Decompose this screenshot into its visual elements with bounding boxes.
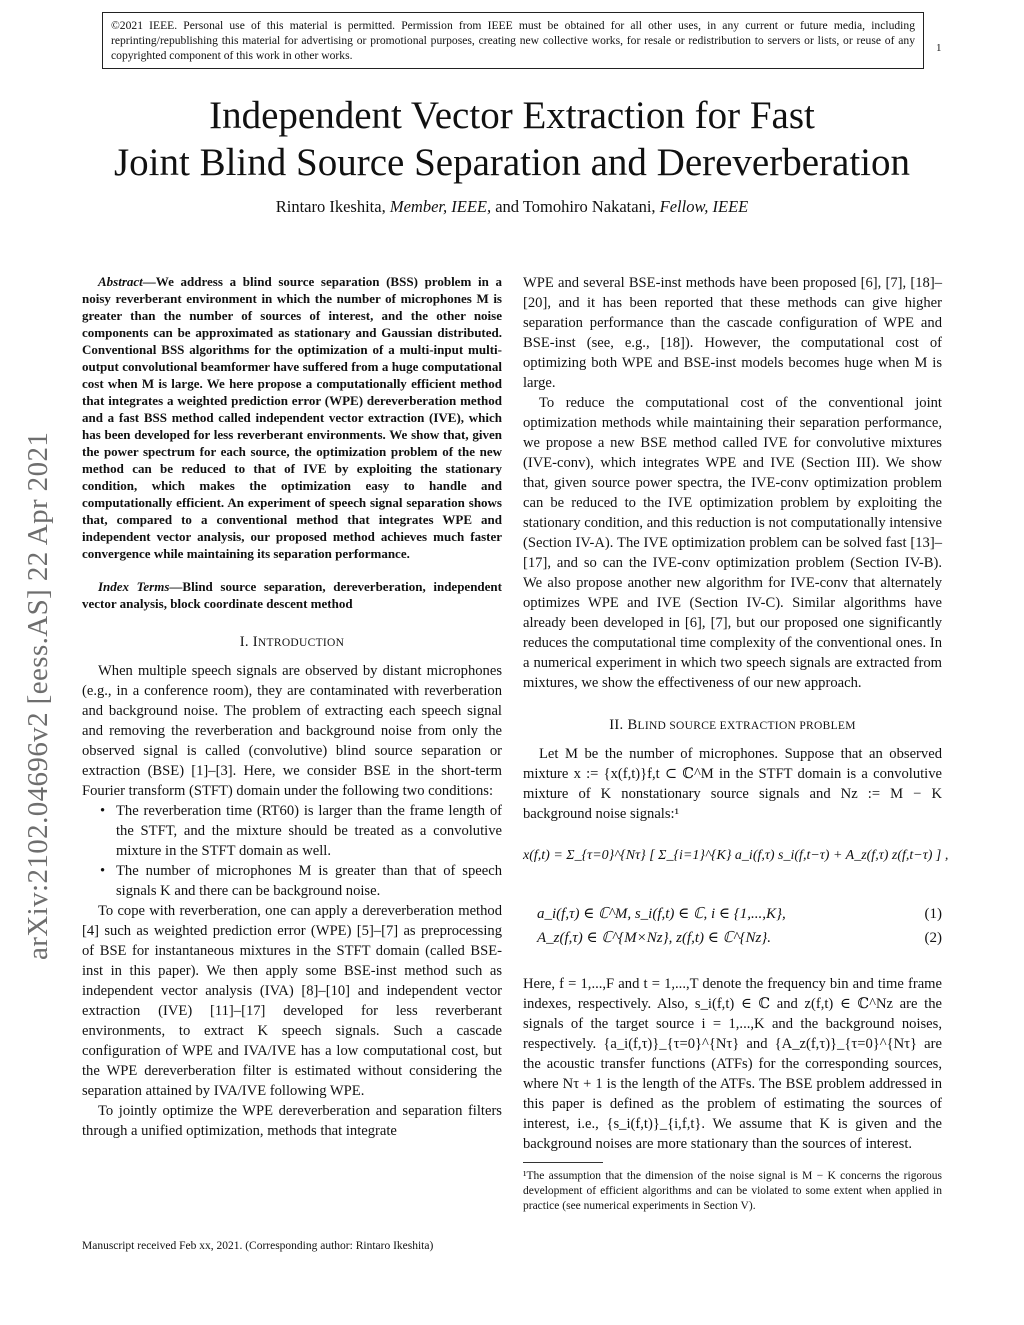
equation-2-number: (2) bbox=[924, 930, 942, 946]
copyright-notice: ©2021 IEEE. Personal use of this material is permitted. Permission from IEEE must be obtained for all other uses, in any current or future media, including reprinting/republishing this material for advertising or promotional purposes, creating new collective works, for resale or redistribution to servers or lists, or reuse of any copyrighted component of this work in other works. bbox=[102, 12, 924, 69]
index-terms-lead: Index Terms bbox=[98, 579, 170, 594]
footnote-rule bbox=[523, 1162, 603, 1163]
index-terms-text: —Blind source separation, dereverberation, independent vector analysis, block coordinate descent method bbox=[82, 579, 502, 611]
author-1-role: Member, IEEE, bbox=[389, 197, 492, 216]
section-1-heading: I. INTRODUCTION bbox=[239, 634, 345, 650]
abstract-lead: Abstract bbox=[98, 274, 143, 289]
footnote: ¹The assumption that the dimension of the noise signal is M − K concerns the rigorous development of efficient algorithms and can be violated to some extent when applied in practice (see numerical experiments in Section V). bbox=[523, 1170, 942, 1212]
equation-2: A_z(f,τ) ∈ ℂ^{M×Nz}, z(f,t) ∈ ℂ^{Nz}. bbox=[537, 930, 772, 946]
intro-paragraph-1: When multiple speech signals are observed by distant microphones (e.g., in a conference room), they are contaminated with reverberation and background noise. The problem of extracting each speech signal and removing the reverberation and background noise from only the observed signal is called (convolutive) blind source separation or extraction (BSE) [1]–[3]. Here, we consider BSE in the short-term Fourier transform (STFT) domain under the following two conditions: bbox=[82, 663, 502, 799]
manuscript-note: Manuscript received Feb xx, 2021. (Corresponding author: Rintaro Ikeshita) bbox=[82, 1240, 434, 1252]
paper-title-line2: Joint Blind Source Separation and Dereverberation bbox=[113, 141, 910, 184]
author-2-role: Fellow, IEEE bbox=[659, 197, 749, 216]
condition-bullet-1: • The reverberation time (RT60) is larger than the frame length of the STFT, and the mixture should be treated as a convolutive mixture in the STFT domain as well. bbox=[82, 801, 502, 861]
author-2: and Tomohiro Nakatani, bbox=[495, 197, 656, 216]
abstract-text: —We address a blind source separation (BSS) problem in a noisy reverberant environment in which the number of microphones M is greater than the number of sources of interest, and the other noise components can be approximated as stationary and Gaussian distributed. Conventional BSS algorithms for the optimization of a multi-input multi-output convolutional beamformer have suffered from a huge computational cost when M is large. We here propose a computationally efficient method that integrates a weighted prediction error (WPE) dereverberation method and a fast BSS method called independent vector extraction (IVE), which has been developed for less reverberant environments. We show that, given the power spectrum for each source, the optimization problem of the new method can be reduced to that of IVE by exploiting the stationary condition, which makes the optimization easy to handle and computationally efficient. An experiment of speech signal separation shows that, compared to a conventional method that integrates WPE and independent vector analysis, our proposed method achieves much faster convergence while maintaining its separation performance. bbox=[82, 274, 502, 561]
equation-block bbox=[523, 824, 949, 974]
equation-1-number: (1) bbox=[924, 906, 942, 922]
author-1: Rintaro Ikeshita, bbox=[275, 197, 386, 216]
section-2-heading: II. BLIND SOURCE EXTRACTION PROBLEM bbox=[609, 717, 856, 733]
right-column bbox=[523, 273, 949, 1214]
index-terms bbox=[82, 578, 502, 612]
condition-bullet-2: • The number of microphones M is greater than that of speech signals K and there can be background noise. bbox=[82, 861, 502, 901]
intro-paragraph-2: To cope with reverberation, one can apply a dereverberation method [4] such as weighted prediction error (WPE) [5]–[7] as preprocessing of BSE for instantaneous mixtures in the STFT domain (called BSE-inst in this paper). We then apply some BSE-inst method such as independent vector analysis (IVA) [8]–[10] and independent vector extraction (IVE) [11]–[17] developed for less reverberant environments, to extract K speech signals. Such a cascade configuration of WPE and IVA/IVE has a low computational cost, but the WPE dereverberation filter is estimated without considering the separation attained by IVA/IVE following WPE. bbox=[82, 903, 502, 1099]
intro-paragraph-3: To jointly optimize the WPE dereverberation and separation filters through a unified optimization, methods that integrate bbox=[82, 1103, 502, 1139]
authors bbox=[0, 197, 1024, 217]
intro-paragraph-5: To reduce the computational cost of the conventional joint optimization methods while maintaining their separation performance, we propose a new BSE method called IVE for convolutive mixtures (IVE-conv), which integrates WPE and IVE (Section III). We show that, given source power spectra, the IVE-conv optimization problem can be reduced to the IVE optimization problem by exploiting the stationary condition, and this reduction is not computationally intensive (Section IV-A). The IVE optimization problem can be solved fast [13]–[17], and so can the IVE-conv optimization problem (Section IV-B). We also propose another new algorithm for IVE-conv that alternately optimizes WPE and IVE (Section IV-C). Similar algorithms have already been developed in [6], [7], but our proposed one significantly reduces the computational time complexity of the conventional ones. In a numerical experiment in which two speech signals are extracted from mixtures, we show the effectiveness of our new approach. bbox=[523, 395, 942, 691]
abstract bbox=[82, 273, 502, 562]
problem-paragraph-2: Here, f = 1,...,F and t = 1,...,T denote the frequency bin and time frame indexes, respectively. Also, s_i(f,t) ∈ ℂ and z(f,t) ∈ ℂ^Nz are the signals of the target source i = 1,...,K and the background noises, respectively. {a_i(f,τ)}_{τ=0}^{Nτ} and {A_z(f,τ)}_{τ=0}^{Nτ} are the acoustic transfer functions (ATFs) for the corresponding sources, where Nτ + 1 is the length of the ATFs. The BSE problem addressed in this paper is defined as the problem of estimating the sources of interest, i.e., {s_i(f,t)}_{i,f,t}. We assume that K is given and the background noises are more stationary than the sources of interest. bbox=[523, 976, 942, 1152]
problem-paragraph-1: Let M be the number of microphones. Suppose that an observed mixture x := {x(f,t)}f,t ⊂ ℂ^M in the STFT domain is a convolutive mixture of K nonstationary source signals and Nz := M − K background noise signals:¹ bbox=[523, 746, 942, 822]
intro-paragraph-4: WPE and several BSE-inst methods have been proposed [6], [7], [18]–[20], and it has been reported that these methods can give higher separation performance than the cascade configuration of WPE and BSE-inst (see, e.g., [18]). However, the computational cost of optimizing both WPE and BSE-inst models becomes huge when M is large. bbox=[523, 275, 942, 391]
page-number: 1 bbox=[936, 42, 942, 54]
paper-title-line1: Independent Vector Extraction for Fast bbox=[209, 94, 815, 137]
mixture-equation: x(f,t) = Σ_{τ=0}^{Nτ} [ Σ_{i=1}^{K} a_i(f,τ) s_i(f,t−τ) + A_z(f,τ) z(f,t−τ) ] , bbox=[523, 848, 949, 863]
equation-1: a_i(f,τ) ∈ ℂ^M, s_i(f,t) ∈ ℂ, i ∈ {1,...,K}, bbox=[537, 906, 786, 922]
arxiv-identifier: arXiv:2102.04696v2 [eess.AS] 22 Apr 2021 bbox=[22, 431, 54, 960]
left-column bbox=[82, 273, 502, 1141]
